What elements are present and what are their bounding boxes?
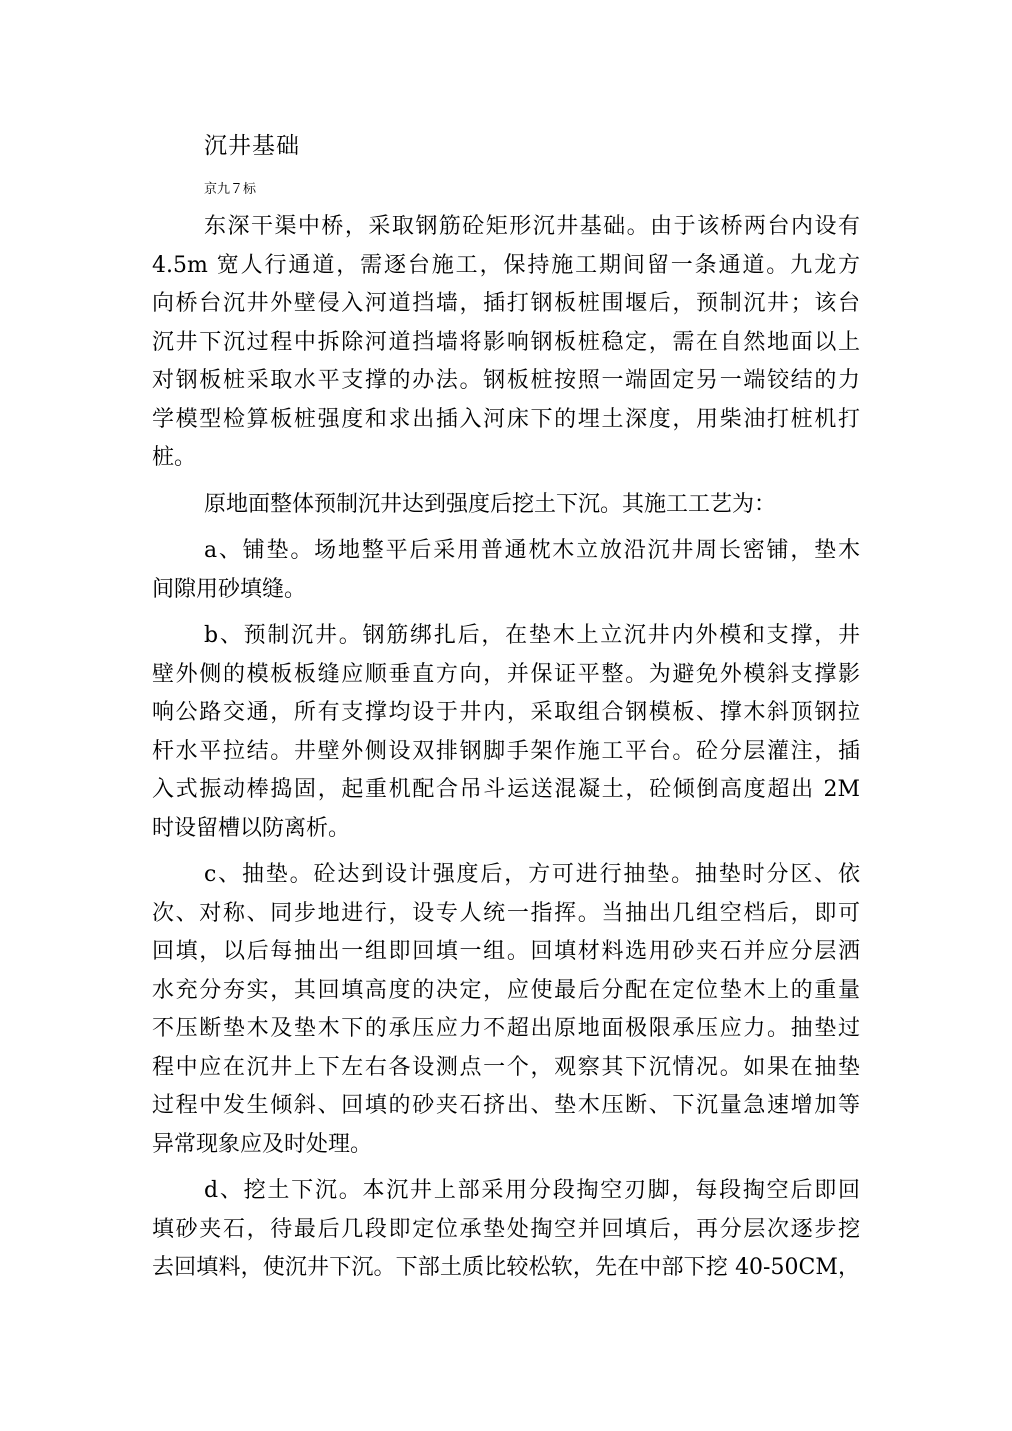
text-line: 入式振动棒捣固，起重机配合吊斗运送混凝土，砼倾倒高度超出 2M: [152, 777, 860, 802]
text-line: 异常现象应及时处理。: [152, 1131, 373, 1157]
document-title: 沉井基础: [204, 133, 300, 159]
text-line: 壁外侧的模板板缝应顺垂直方向，并保证平整。为避免外模斜支撑影: [152, 661, 860, 687]
text-line: 响公路交通，所有支撑均设于井内，采取组合钢模板、撑木斜顶钢拉: [152, 700, 860, 725]
text-line: 水充分夯实，其回填高度的决定，应使最后分配在定位垫木上的重量: [152, 977, 860, 1003]
text-line: 对钢板桩采取水平支撑的办法。钢板桩按照一端固定另一端铰结的力: [152, 368, 860, 393]
text-line: 过程中发生倾斜、回填的砂夹石挤出、垫木压断、下沉量急速增加等: [152, 1093, 860, 1118]
paragraph-step-d: [152, 1172, 860, 1288]
text-line: b、预制沉井。钢筋绑扎后，在垫木上立沉井内外模和支撑，井: [204, 623, 860, 648]
text-line: 东深干渠中桥，采取钢筋砼矩形沉井基础。由于该桥两台内设有: [204, 214, 860, 239]
paragraph-intro: [152, 208, 860, 478]
text-line: 次、对称、同步地进行，设专人统一指挥。当抽出几组空档后，即可: [152, 900, 860, 926]
text-line: 4.5m 宽人行通道，需逐台施工，保持施工期间留一条通道。九龙方: [152, 252, 860, 278]
text-line: 学模型检算板桩强度和求出插入河床下的埋土深度，用柴油打桩机打: [152, 406, 860, 432]
text-line: d、挖土下沉。本沉井上部采用分段掏空刃脚，每段掏空后即回: [204, 1178, 860, 1203]
text-line: 向桥台沉井外壁侵入河道挡墙，插打钢板桩围堰后，预制沉井；该台: [152, 291, 860, 316]
text-line: a、铺垫。场地整平后采用普通枕木立放沿沉井周长密铺，垫木: [204, 538, 860, 563]
text-line: 原地面整体预制沉井达到强度后挖土下沉。其施工工艺为：: [204, 491, 777, 517]
text-line: 去回填料，使沉井下沉。下部土质比较松软，先在中部下挖 40-50CM，: [152, 1255, 860, 1280]
paragraph-step-c: [152, 856, 860, 1164]
text-line: 填砂夹石，待最后几段即定位承垫处掏空并回填后，再分层次逐步挖: [152, 1216, 860, 1242]
text-line: 不压断垫木及垫木下的承压应力不超出原地面极限承压应力。抽垫过: [152, 1016, 860, 1041]
text-line: 桩。: [152, 445, 197, 470]
paragraph-step-b: [152, 617, 860, 848]
document-body: [152, 208, 860, 1296]
text-line: 程中应在沉井上下左右各设测点一个，观察其下沉情况。如果在抽垫: [152, 1054, 860, 1080]
text-line: 时设留槽以防离析。: [152, 815, 351, 841]
text-line: 间隙用砂填缝。: [152, 576, 307, 602]
text-line: c、抽垫。砼达到设计强度后，方可进行抽垫。抽垫时分区、依: [204, 862, 860, 887]
text-line: 回填，以后每抽出一组即回填一组。回填材料选用砂夹石并应分层洒: [152, 939, 860, 964]
document-subtitle: 京九７标: [204, 182, 257, 197]
paragraph-process-intro: [152, 486, 860, 525]
text-line: 杆水平拉结。井壁外侧设双排钢脚手架作施工平台。砼分层灌注，插: [152, 738, 860, 764]
text-line: 沉井下沉过程中拆除河道挡墙将影响钢板桩稳定，需在自然地面以上: [152, 329, 860, 355]
paragraph-step-a: [152, 532, 860, 609]
